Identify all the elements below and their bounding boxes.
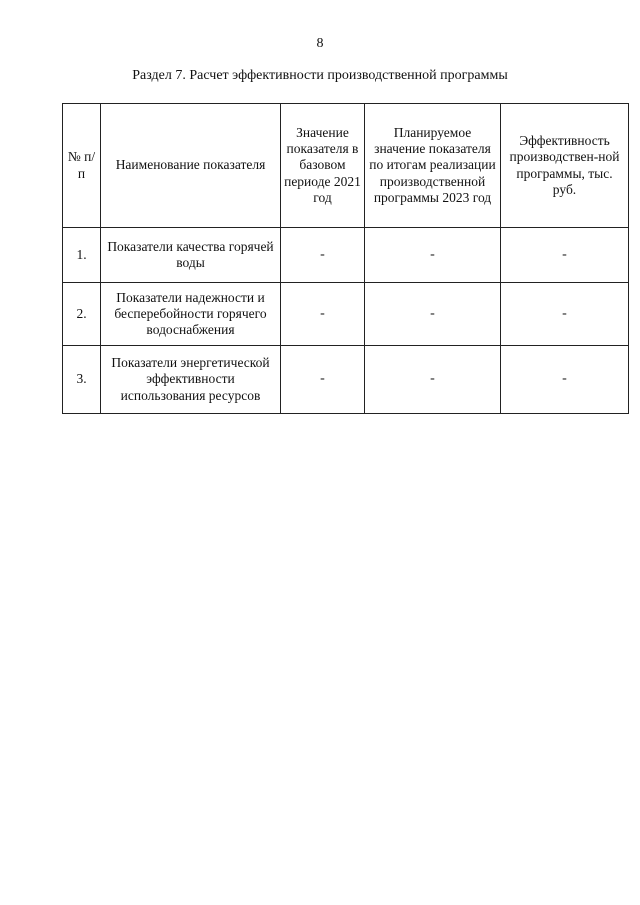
row-number: 1. (63, 228, 101, 283)
base-value: - (281, 228, 365, 283)
base-value: - (281, 346, 365, 414)
indicator-name: Показатели энергетической эффективности использования ресурсов (101, 346, 281, 414)
header-number: № п/п (63, 104, 101, 228)
table-row (63, 283, 629, 346)
row-number: 3. (63, 346, 101, 414)
table-row (63, 346, 629, 414)
efficiency-value: - (501, 283, 629, 346)
section-title: Раздел 7. Расчет эффективности производственной программы (132, 68, 508, 83)
table-header-row (63, 104, 629, 228)
efficiency-value: - (501, 346, 629, 414)
header-efficiency: Эффективность производствен-ной программы, тыс. руб. (501, 104, 629, 228)
header-indicator-name: Наименование показателя (101, 104, 281, 228)
table-row (63, 228, 629, 283)
efficiency-value: - (501, 228, 629, 283)
indicator-name: Показатели качества горячей воды (101, 228, 281, 283)
page-number: 8 (316, 36, 324, 51)
indicator-name: Показатели надежности и бесперебойности горячего водоснабжения (101, 283, 281, 346)
planned-value: - (365, 228, 501, 283)
header-base-value: Значение показателя в базовом периоде 2021 год (281, 104, 365, 228)
row-number: 2. (63, 283, 101, 346)
header-planned-value: Планируемое значение показателя по итогам реализации производственной программы 2023 год (365, 104, 501, 228)
planned-value: - (365, 346, 501, 414)
efficiency-table (62, 103, 629, 414)
base-value: - (281, 283, 365, 346)
planned-value: - (365, 283, 501, 346)
